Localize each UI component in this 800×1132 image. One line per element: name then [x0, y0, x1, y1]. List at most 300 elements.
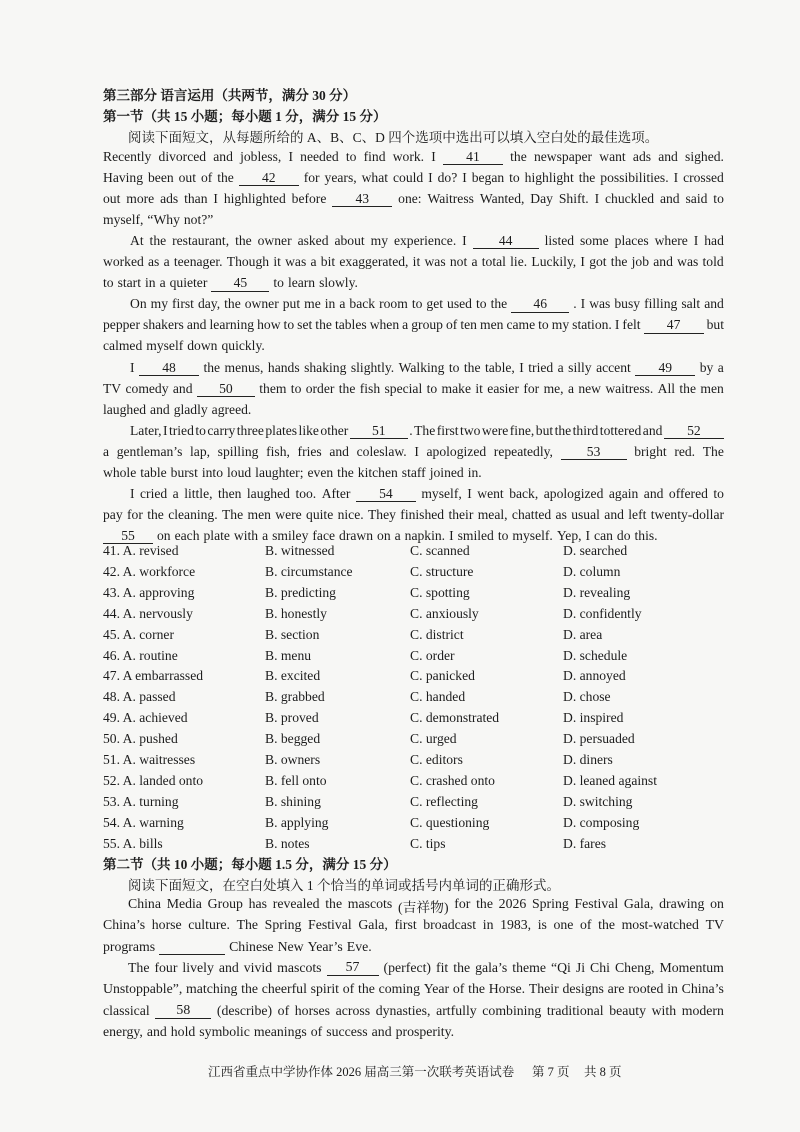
word: apologized — [426, 443, 487, 459]
option-choice[interactable]: D. confidently — [563, 605, 642, 621]
word: put — [282, 296, 301, 312]
word: back, — [509, 485, 539, 501]
answer-blank[interactable]: 44 — [473, 234, 539, 249]
option-choice[interactable]: D. revealing — [563, 584, 631, 600]
option-choice[interactable]: D. inspired — [563, 710, 624, 726]
option-choice[interactable]: C. demonstrated — [410, 710, 500, 726]
answer-blank[interactable]: 41 — [443, 150, 503, 165]
word: to — [448, 359, 460, 375]
option-row — [103, 543, 743, 561]
word: but — [706, 317, 724, 333]
option-choice[interactable]: B. notes — [265, 835, 310, 851]
word: On — [130, 296, 147, 312]
section2-instruction: 阅读下面短文，在空白处填入 1 个恰当的单词或括号内单词的正确形式。 — [128, 878, 560, 893]
option-choice[interactable]: B. menu — [265, 647, 312, 663]
word: of — [277, 1002, 290, 1018]
word: Later, — [130, 422, 162, 438]
word: the — [315, 317, 332, 333]
word: of — [310, 1023, 323, 1039]
word: a — [103, 443, 110, 459]
word: needed — [300, 149, 339, 164]
word: a — [310, 254, 317, 270]
word: After — [321, 485, 351, 501]
option-choice: 47. A embarrassed — [103, 668, 204, 684]
word: and — [642, 422, 663, 438]
word: than — [184, 191, 208, 207]
option-choice: 54. A. warning — [103, 814, 184, 830]
option-choice[interactable]: D. diners — [563, 752, 613, 767]
answer-blank[interactable]: 55 — [103, 529, 153, 544]
text-line — [103, 276, 724, 291]
word: culture. — [188, 917, 231, 933]
word: I — [428, 170, 433, 186]
word: I — [431, 149, 436, 164]
option-choice[interactable]: B. owners — [265, 752, 321, 767]
option-row — [103, 606, 743, 624]
word: not?” — [183, 212, 214, 228]
word: the — [510, 149, 527, 164]
word: chuckled — [605, 191, 655, 207]
word: “Why — [147, 212, 180, 228]
option-choice[interactable]: C. panicked — [410, 668, 475, 684]
word: one: — [398, 191, 422, 207]
option-choice[interactable]: B. circumstance — [265, 563, 353, 579]
word: like — [298, 422, 319, 438]
word: finished — [400, 506, 445, 522]
word: first — [172, 296, 194, 312]
option-choice[interactable]: C. anxiously — [410, 605, 479, 621]
word: the — [679, 380, 697, 396]
word: Spring — [264, 917, 302, 933]
word: broadcast — [423, 917, 477, 933]
word: myself, — [103, 212, 144, 228]
text-line — [103, 939, 724, 955]
option-choice[interactable]: D. column — [563, 563, 621, 579]
option-choice[interactable]: B. shining — [265, 793, 321, 809]
word: to — [475, 296, 487, 312]
word: restaurant, — [172, 233, 230, 249]
answer-blank[interactable]: 53 — [561, 445, 627, 460]
word: went — [477, 485, 504, 501]
answer-blank[interactable]: 50 — [197, 382, 255, 397]
word: spirit — [310, 981, 340, 997]
option-choice[interactable]: C. handed — [410, 689, 466, 705]
option-choice[interactable]: D. leaned against — [563, 772, 657, 788]
answer-blank[interactable]: 57 — [327, 960, 379, 976]
word: silly — [568, 359, 592, 375]
option-choice[interactable]: C. scanned — [410, 543, 470, 558]
word: (describe) — [216, 1002, 273, 1018]
answer-blank[interactable]: 42 — [239, 171, 299, 186]
word: smiley — [272, 527, 309, 543]
option-choice[interactable]: D. schedule — [563, 647, 628, 663]
word: how — [257, 317, 281, 333]
word: I — [130, 485, 135, 501]
word: listed — [544, 233, 575, 249]
answer-blank[interactable]: 43 — [332, 192, 392, 207]
word: left — [628, 506, 647, 522]
word: table — [140, 464, 167, 480]
word: myself, — [421, 485, 462, 501]
word: revealed — [272, 896, 320, 911]
word: for — [303, 170, 320, 186]
word: I — [462, 233, 467, 249]
word: China — [128, 896, 161, 911]
word: the — [598, 917, 615, 933]
option-choice[interactable]: D. searched — [563, 543, 628, 558]
word: work. — [392, 149, 425, 164]
word: into — [201, 464, 223, 480]
text-line — [103, 466, 724, 480]
word: salt — [681, 296, 701, 312]
word: They — [368, 506, 396, 522]
option-choice[interactable]: C. spotting — [410, 584, 470, 600]
word: Group — [207, 896, 243, 911]
word: it — [412, 254, 421, 270]
option-choice[interactable]: C. editors — [410, 752, 463, 767]
text-line — [103, 171, 724, 186]
word: and — [371, 1023, 392, 1039]
word: myself — [146, 338, 184, 354]
option-choice: 43. A. approving — [103, 584, 195, 600]
word: to — [713, 191, 724, 207]
word: the — [463, 359, 481, 375]
word: hands — [267, 359, 300, 375]
word: divorced — [158, 149, 207, 164]
word: Recently — [103, 149, 152, 164]
word: Festival — [574, 896, 619, 911]
word: to — [497, 527, 509, 543]
word: exaggerated, — [339, 254, 409, 270]
word: drawing — [659, 896, 705, 911]
word: symbolic — [199, 1023, 250, 1039]
answer-blank[interactable]: 54 — [356, 487, 416, 502]
option-row — [103, 668, 743, 686]
word: hold — [170, 1023, 196, 1039]
word: smiled — [457, 527, 494, 543]
word: group — [411, 317, 443, 333]
option-choice[interactable]: D. fares — [563, 835, 607, 851]
word: the — [358, 981, 375, 997]
word: on — [710, 896, 724, 911]
word: beauty — [609, 1002, 646, 1018]
word: as — [148, 254, 160, 270]
option-row — [103, 794, 743, 812]
word: back — [349, 296, 376, 312]
option-choice[interactable]: B. witnessed — [265, 543, 335, 558]
option-choice[interactable]: D. chose — [563, 689, 611, 705]
option-choice[interactable]: C. questioning — [410, 814, 490, 830]
option-choice[interactable]: D. persuaded — [563, 731, 635, 747]
word: station. — [572, 317, 612, 333]
word: coming — [378, 981, 420, 997]
word: I — [213, 191, 218, 207]
word: Cheng, — [614, 959, 655, 975]
option-row — [103, 710, 743, 728]
option-choice[interactable]: C. reflecting — [410, 793, 478, 809]
word: I — [585, 527, 591, 543]
word: bit — [320, 254, 336, 270]
word: fish — [359, 380, 381, 396]
word: modern — [681, 1002, 724, 1018]
word: where — [654, 233, 688, 249]
word: the — [224, 296, 241, 312]
answer-blank[interactable]: 58 — [155, 1003, 211, 1019]
word: has — [248, 896, 268, 911]
option-choice: 41. A. revised — [103, 543, 179, 558]
word: their — [448, 506, 474, 522]
answer-blank[interactable]: 51 — [350, 424, 408, 439]
word: Walking — [398, 359, 445, 375]
word: (吉祥物) — [397, 900, 449, 915]
word: do? — [437, 170, 458, 186]
answer-blank[interactable]: 46 — [511, 297, 569, 312]
option-choice: 42. A. workforce — [103, 563, 196, 579]
word: could — [392, 170, 424, 186]
answer-blank[interactable]: 49 — [635, 361, 695, 376]
word: are — [607, 981, 625, 997]
option-choice[interactable]: B. grabbed — [265, 689, 325, 705]
word: a — [471, 254, 478, 270]
word: first — [394, 917, 417, 933]
option-choice[interactable]: C. tips — [410, 835, 446, 851]
word: Year — [423, 981, 450, 997]
word: TV — [103, 380, 122, 396]
word: menus, — [224, 359, 264, 375]
word: The — [128, 959, 150, 975]
word: them — [259, 380, 287, 396]
answer-blank[interactable]: 45 — [211, 276, 269, 291]
word: and — [329, 443, 349, 459]
option-choice[interactable]: C. urged — [410, 731, 457, 747]
footer-title: 江西省重点中学协作体 2026 届高三第一次联考英语试卷 — [208, 1065, 515, 1079]
option-choice[interactable]: D. area — [563, 626, 603, 642]
word: a — [262, 527, 269, 543]
word: but — [535, 422, 554, 438]
word: a — [402, 317, 409, 333]
option-choice[interactable]: C. order — [410, 647, 455, 663]
word: slightly. — [350, 359, 395, 375]
word: possibilities. — [600, 170, 669, 186]
word: plates — [265, 422, 298, 438]
option-choice[interactable]: B. proved — [265, 710, 319, 726]
word: before — [291, 191, 327, 207]
word: tried — [168, 422, 194, 438]
word: about — [334, 233, 365, 249]
word: I — [580, 296, 586, 312]
word: too. — [295, 485, 317, 501]
word: of — [446, 317, 458, 333]
word: energy, — [103, 1023, 143, 1039]
word: this. — [634, 527, 658, 543]
word: At — [130, 233, 144, 249]
word: tottered — [599, 422, 642, 438]
word: most-watched — [621, 917, 699, 933]
word: the — [578, 170, 596, 186]
section1-instruction: 阅读下面短文，从每题所给的 A、B、C、D 四个选项中选出可以填入空白处的最佳选项。 — [128, 130, 659, 145]
option-choice[interactable]: B. section — [265, 626, 320, 642]
text-line — [130, 424, 724, 439]
word: make — [441, 380, 471, 396]
part-title: 第三部分 语言运用（共两节，满分 30 分） — [103, 88, 357, 103]
option-row — [103, 564, 743, 582]
word: for — [523, 380, 540, 396]
word: on — [157, 527, 171, 543]
word: the — [203, 359, 221, 375]
word: a — [717, 359, 724, 375]
word: for — [127, 506, 143, 522]
option-choice[interactable]: B. excited — [265, 668, 321, 684]
word: my — [150, 296, 169, 312]
option-choice[interactable]: D. composing — [563, 814, 640, 830]
option-choice[interactable]: B. fell onto — [265, 772, 327, 788]
text-line — [103, 213, 724, 227]
word: The — [222, 506, 244, 522]
word: the — [468, 981, 485, 997]
word: prosperity. — [395, 1023, 455, 1039]
word: little, — [184, 485, 213, 501]
option-choice[interactable]: D. annoyed — [563, 668, 626, 684]
option-choice[interactable]: B. begged — [265, 731, 321, 747]
word: order — [305, 380, 335, 396]
option-choice[interactable]: C. structure — [410, 563, 474, 579]
word: in — [324, 296, 336, 312]
option-row — [103, 648, 743, 666]
option-choice[interactable]: B. predicting — [265, 584, 336, 600]
word: special — [384, 380, 423, 396]
word: designs — [562, 981, 604, 997]
option-row — [103, 773, 743, 791]
word: cheerful — [261, 981, 307, 997]
word: nice. — [337, 506, 364, 522]
word: I — [673, 170, 679, 186]
answer-blank[interactable]: 52 — [664, 424, 724, 439]
text-line — [103, 192, 724, 207]
word: find — [363, 149, 386, 164]
word: I — [614, 317, 620, 333]
footer-page: 第 7 页 — [532, 1065, 570, 1079]
word: red. — [674, 443, 696, 459]
word: three — [236, 422, 264, 438]
word: usual — [571, 506, 600, 522]
word: my — [551, 317, 570, 333]
word: Luckily, — [531, 254, 577, 270]
word: of — [452, 981, 465, 997]
word: Yep, — [556, 527, 582, 543]
word: my — [370, 233, 388, 249]
word: (perfect) — [383, 959, 431, 975]
word: busy — [614, 296, 641, 312]
word: with — [651, 1002, 677, 1018]
word: success — [326, 1023, 368, 1039]
text-line — [103, 1024, 724, 1040]
word: whole — [103, 464, 137, 480]
word: the — [490, 296, 508, 312]
word: get — [426, 296, 444, 312]
word: new — [578, 380, 601, 396]
option-choice[interactable]: C. crashed onto — [410, 772, 495, 788]
word: kitchen — [357, 464, 398, 480]
option-choice: 51. A. waitresses — [103, 752, 196, 767]
word: drawn — [339, 527, 374, 543]
word: for — [454, 896, 471, 911]
word: were — [481, 422, 509, 438]
word: Spring — [531, 896, 569, 911]
word: Momentum — [659, 959, 724, 975]
footer-total: 共 8 页 — [584, 1065, 622, 1079]
word: and — [658, 149, 678, 164]
word: to — [345, 149, 357, 164]
word: out — [178, 170, 196, 186]
word: been — [147, 170, 174, 186]
word: The — [236, 917, 259, 933]
word: when — [369, 317, 400, 333]
word: third — [572, 422, 599, 438]
word: waitress. — [605, 380, 654, 396]
word: and — [604, 506, 624, 522]
word: . — [409, 422, 413, 438]
option-choice[interactable]: B. applying — [265, 814, 329, 830]
word: and — [186, 317, 207, 333]
word: I — [449, 527, 454, 543]
answer-blank[interactable]: 47 — [644, 318, 704, 333]
word: I — [467, 485, 472, 501]
option-choice: 49. A. achieved — [103, 710, 188, 726]
word: and — [172, 380, 193, 396]
word: lively — [182, 959, 214, 975]
word: horses — [294, 1002, 331, 1018]
word: of — [342, 981, 355, 997]
option-choice[interactable]: B. honestly — [265, 605, 327, 621]
word: of — [580, 917, 592, 933]
word: laughed — [246, 485, 290, 501]
word: meanings — [253, 1023, 307, 1039]
word: I — [462, 170, 467, 186]
word: with — [233, 527, 259, 543]
word: newspaper — [533, 149, 593, 164]
word: tables — [334, 317, 367, 333]
word: accent — [596, 359, 631, 375]
option-row — [103, 585, 743, 603]
word: pepper — [103, 317, 140, 333]
answer-blank[interactable]: 48 — [139, 361, 199, 376]
word: loud — [227, 464, 252, 480]
option-choice[interactable]: D. switching — [563, 793, 633, 809]
word: ten — [460, 317, 477, 333]
word: job — [631, 254, 650, 270]
word: gladly — [173, 401, 208, 417]
option-choice[interactable]: C. district — [410, 626, 464, 642]
word: a — [172, 485, 179, 501]
word: pay — [103, 506, 123, 522]
word: shaking — [304, 359, 347, 375]
word: down — [187, 338, 218, 354]
option-choice: 44. A. nervously — [103, 605, 193, 621]
word: is — [537, 917, 547, 933]
word: as — [555, 506, 567, 522]
word: worked — [103, 254, 144, 270]
word: room — [379, 296, 408, 312]
word: I — [519, 359, 524, 375]
word: Unstoppable”, — [103, 981, 183, 997]
word: men — [700, 380, 724, 396]
answer-blank[interactable] — [159, 939, 225, 955]
word: napkin. — [404, 527, 446, 543]
word: burst — [170, 464, 198, 480]
word: out — [103, 191, 121, 207]
word: Chinese — [229, 938, 274, 954]
text-line — [128, 896, 724, 916]
